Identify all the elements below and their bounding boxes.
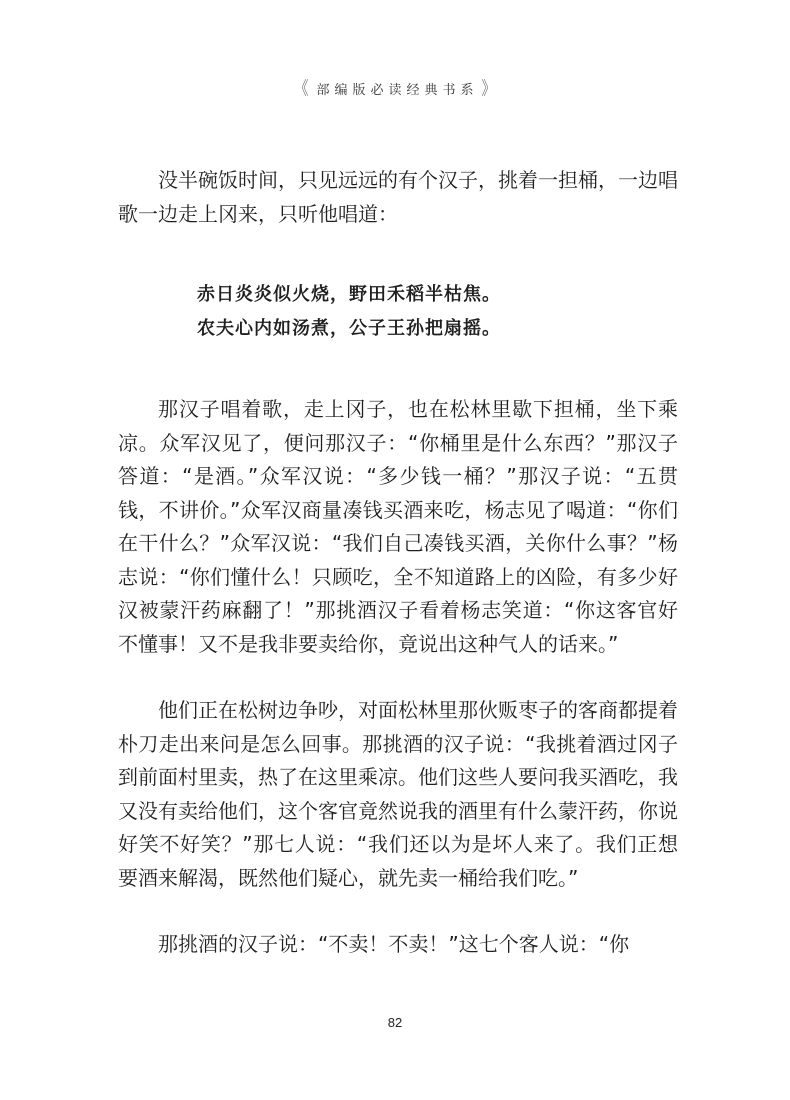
poem-line-1: 赤日炎炎似火烧，野田禾稻半枯焦。 xyxy=(197,284,501,305)
paragraph-3: 他们正在松树边争吵，对面松林里那伙贩枣子的客商都提着朴刀走出来问是怎么回事。那挑酒的汉子说：“我挑着酒过冈子到前面村里卖，热了在这里乘凉。他们这些人要问我买酒吃，我又没有卖给他们，这个客官竟然说我的酒里有什么蒙汗药，你说好笑不好笑？”那七人说：“我们还以为是坏人来了。我们正想要酒来解渴，既然他们疑心，就先卖一桶给我们吃。” xyxy=(118,698,678,890)
paragraph-2: 那汉子唱着歌，走上冈子，也在松林里歇下担桶，坐下乘凉。众军汉见了，便问那汉子：“你桶里是什么东西？”那汉子答道：“是酒。”众军汉说：“多少钱一桶？”那汉子说：“五贯钱，不讲价。”众军汉商量凑钱买酒来吃，杨志见了喝道：“你们在干什么？”众军汉说：“我们自己凑钱买酒，关你什么事？”杨志说：“你们懂什么！只顾吃，全不知道路上的凶险，有多少好汉被蒙汗药麻翻了！”那挑酒汉子看着杨志笑道：“你这客官好不懂事！又不是我非要卖给你，竟说出这种气人的话来。” xyxy=(118,397,678,656)
left-bracket: 《 xyxy=(294,78,309,100)
paragraph-4: 那挑酒的汉子说：“不卖！不卖！”这七个客人说：“你 xyxy=(158,932,630,956)
poem-line-2: 农夫心内如汤煮，公子王孙把扇摇。 xyxy=(197,318,501,339)
running-header xyxy=(0,78,790,98)
page-number: 82 xyxy=(387,1015,403,1030)
paragraph-1: 没半碗饭时间，只见远远的有个汉子，挑着一担桶，一边唱歌一边走上冈来，只听他唱道： xyxy=(118,168,678,226)
series-title: 部编版必读经典书系 xyxy=(316,82,479,98)
right-bracket: 》 xyxy=(481,78,496,100)
poem-block xyxy=(197,278,617,346)
